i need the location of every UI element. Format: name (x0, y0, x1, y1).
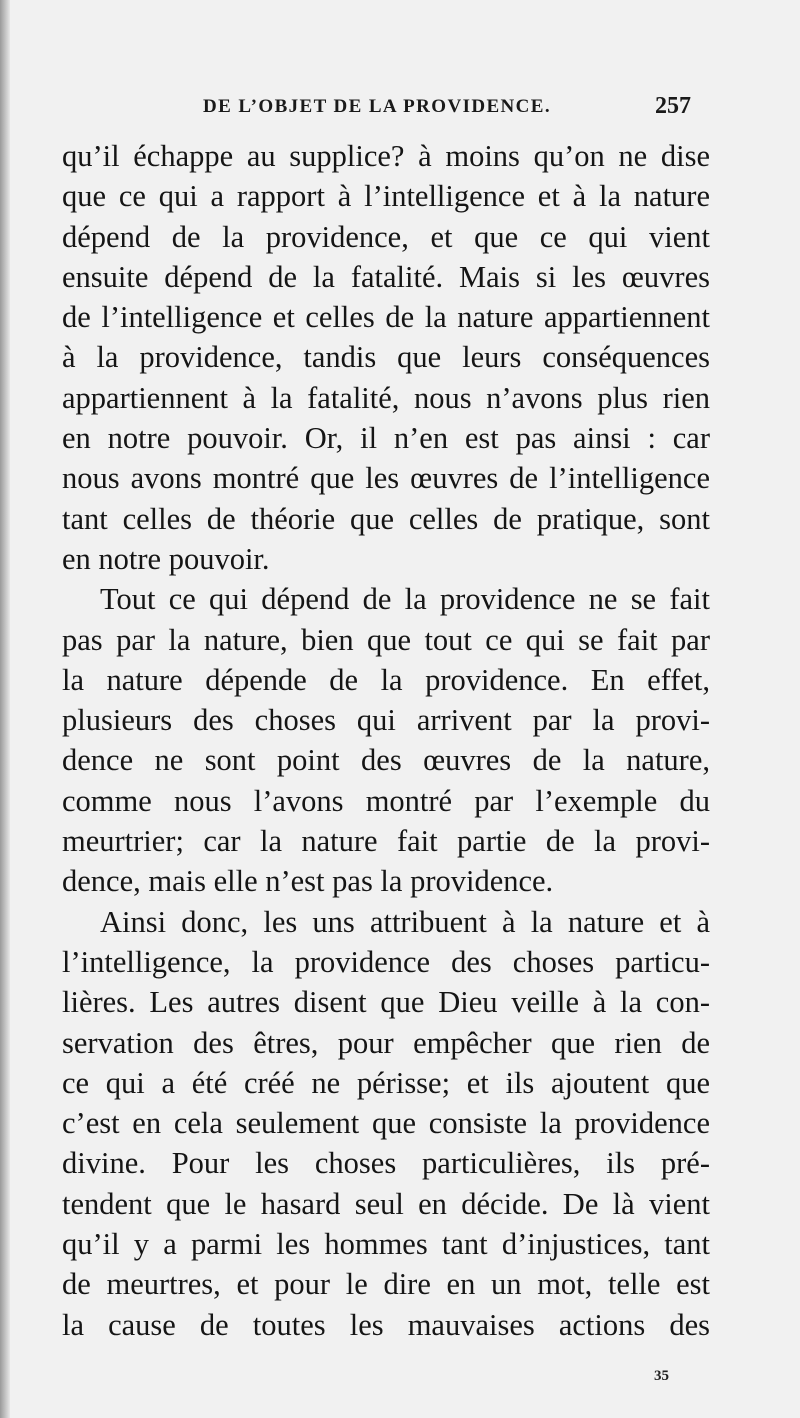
signature-mark: 35 (654, 1368, 669, 1384)
body-text (62, 136, 710, 1345)
text-line: ce qui a été créé ne périsse; et ils ajoutent que (62, 1065, 710, 1100)
paragraph-start-line: Ainsi donc, les uns attribuent à la nature et à (100, 904, 710, 939)
paragraph-end-line: dence, mais elle n’est pas la providence. (62, 864, 554, 899)
text-line: la nature dépende de la providence. En effet, (62, 662, 710, 697)
text-line: que ce qui a rapport à l’intelligence et à la nature (62, 179, 710, 214)
text-line: tendent que le hasard seul en décide. De là vient (62, 1186, 710, 1221)
text-line: plusieurs des choses qui arrivent par la provi- (62, 703, 710, 738)
text-line: dépend de la providence, et que ce qui vient (62, 219, 710, 254)
text-line: meurtrier; car la nature fait partie de la provi- (62, 824, 710, 859)
text-line: pas par la nature, bien que tout ce qui se fait par (62, 622, 710, 657)
paragraph-end-line: en notre pouvoir. (62, 541, 270, 576)
text-line: lières. Les autres disent que Dieu veille à la con- (62, 985, 710, 1020)
text-line: appartiennent à la fatalité, nous n’avons plus rien (62, 380, 710, 415)
text-line: de l’intelligence et celles de la nature appartiennent (62, 300, 710, 335)
text-line: servation des êtres, pour empêcher que rien de (62, 1025, 710, 1060)
text-line: la cause de toutes les mauvaises actions des (62, 1307, 710, 1342)
page-edge-shadow (0, 0, 10, 1418)
text-line: nous avons montré que les œuvres de l’intelligence (62, 461, 710, 496)
paragraph-start-line: Tout ce qui dépend de la providence ne se fait (100, 582, 710, 617)
page-number: 257 (655, 93, 691, 119)
text-line: en notre pouvoir. Or, il n’en est pas ainsi : car (62, 421, 710, 456)
text-line: à la providence, tandis que leurs conséquences (62, 340, 710, 375)
text-line: dence ne sont point des œuvres de la nature, (62, 743, 710, 778)
page-header (0, 93, 800, 126)
text-line: de meurtres, et pour le dire en un mot, telle est (62, 1267, 710, 1302)
text-line: c’est en cela seulement que consiste la providence (62, 1106, 710, 1141)
text-line: qu’il échappe au supplice? à moins qu’on ne dise (62, 139, 710, 173)
text-line: l’intelligence, la providence des choses particu- (62, 944, 710, 979)
text-line: ensuite dépend de la fatalité. Mais si les œuvres (62, 259, 710, 294)
text-line: divine. Pour les choses particulières, ils pré- (62, 1146, 710, 1181)
text-line: tant celles de théorie que celles de pratique, sont (62, 501, 710, 536)
text-line: qu’il y a parmi les hommes tant d’injustices, tant (62, 1227, 710, 1262)
running-title: DE L’OBJET DE LA PROVIDENCE. (203, 96, 552, 117)
text-line: comme nous l’avons montré par l’exemple du (62, 783, 710, 818)
